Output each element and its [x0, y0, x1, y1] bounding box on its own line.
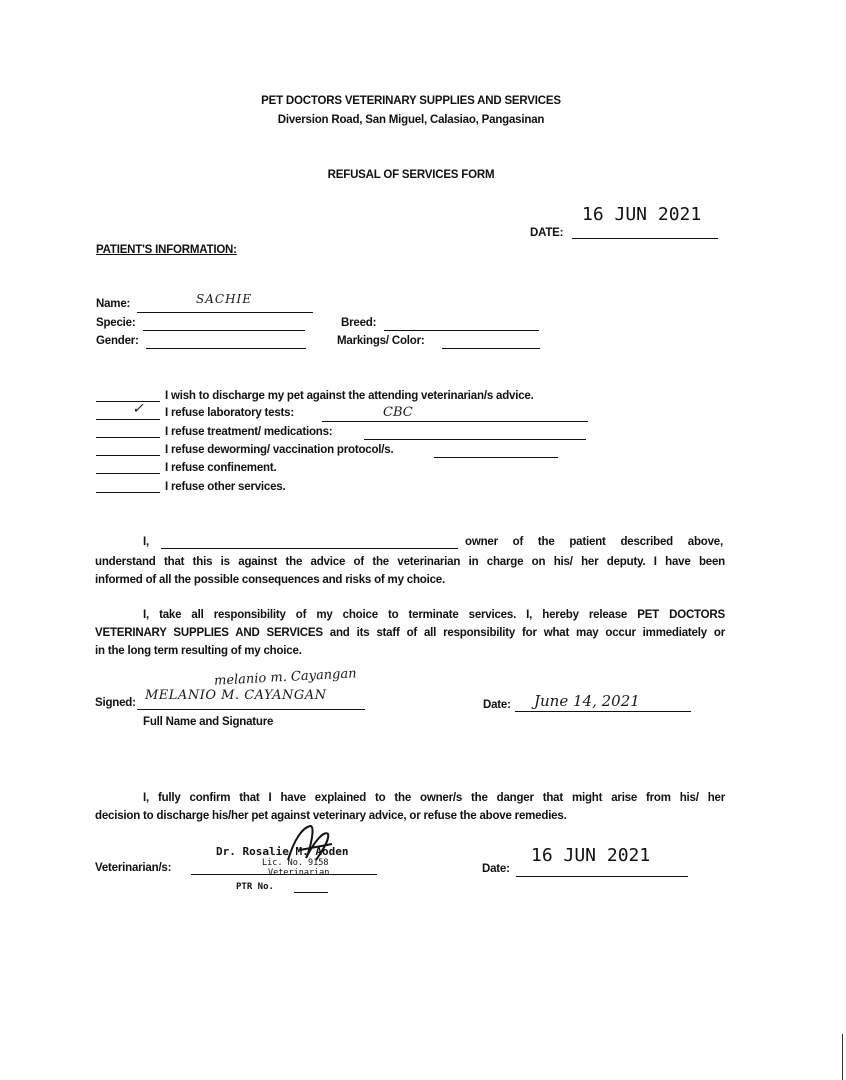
- top-date-line: [572, 238, 718, 239]
- patient-section-title: PATIENT'S INFORMATION:: [96, 244, 237, 256]
- vet-date-line: [516, 876, 688, 877]
- markings-label: Markings/ Color:: [337, 335, 425, 347]
- option-2-value: CBC: [383, 405, 413, 420]
- specie-line: [143, 330, 305, 331]
- owner-date-value: June 14, 2021: [534, 692, 640, 710]
- vet-ptr-line: [294, 892, 328, 893]
- owner-statement-line2: understand that this is against the advice of the veterinarian in charge on his/ her deputy. I have been: [95, 556, 725, 568]
- form-title: REFUSAL OF SERVICES FORM: [327, 169, 495, 181]
- option-1-check-line: [96, 401, 160, 402]
- owner-signed-label: Signed:: [95, 697, 136, 709]
- option-3-text: I refuse treatment/ medications:: [165, 426, 333, 438]
- option-2-value-line: [322, 421, 588, 422]
- markings-line: [442, 348, 540, 349]
- vet-date-value: 16 JUN 2021: [531, 845, 651, 866]
- gender-label: Gender:: [96, 335, 139, 347]
- option-2-check-mark: ✓: [132, 401, 144, 417]
- option-3-check-line: [96, 437, 160, 438]
- owner-date-line: [515, 711, 691, 712]
- top-date-value: 16 JUN 2021: [582, 204, 702, 225]
- owner-signature-caption: Full Name and Signature: [143, 716, 274, 728]
- owner-name-line: [161, 548, 458, 549]
- vet-stamp-role: Veterinarian: [268, 868, 330, 878]
- option-6-check-line: [96, 492, 160, 493]
- option-1-text: I wish to discharge my pet against the attending veterinarian/s advice.: [165, 390, 534, 402]
- vet-stamp-ptr: PTR No.: [236, 882, 274, 892]
- name-value: SACHIE: [196, 292, 253, 306]
- name-line: [137, 312, 313, 313]
- breed-label: Breed:: [341, 317, 377, 329]
- owner-signature-top: melanio m. Cayangan: [213, 666, 357, 689]
- vet-date-label: Date:: [482, 863, 510, 875]
- option-4-value-line: [434, 457, 558, 458]
- name-label: Name:: [96, 298, 131, 310]
- vet-stamp-license: Lic. No. 9158: [262, 858, 329, 868]
- vet-stamp-name: Dr. Rosalie M. Aoden: [216, 845, 349, 858]
- owner-signature-name: MELANIO M. CAYANGAN: [145, 688, 327, 703]
- gender-line: [146, 348, 306, 349]
- option-4-check-line: [96, 455, 160, 456]
- scan-edge-mark: [842, 1034, 843, 1080]
- company-address: Diversion Road, San Miguel, Calasiao, Pangasinan: [277, 114, 545, 126]
- option-2-check-line: [96, 419, 160, 420]
- release-statement-line2: VETERINARY SUPPLIES AND SERVICES and its staff of all responsibility for what may occur immediately or: [95, 627, 725, 639]
- owner-date-label: Date:: [483, 699, 511, 711]
- company-name: PET DOCTORS VETERINARY SUPPLIES AND SERVICES: [261, 95, 561, 107]
- owner-signature-line: [137, 709, 365, 710]
- release-statement-line3: in the long term resulting of my choice.: [95, 645, 302, 657]
- option-3-value-line: [364, 439, 586, 440]
- vet-statement-line2: decision to discharge his/her pet against veterinary advice, or refuse the above remedies.: [95, 810, 567, 822]
- specie-label: Specie:: [96, 317, 136, 329]
- top-date-label: DATE:: [530, 227, 564, 239]
- option-6-text: I refuse other services.: [165, 481, 286, 493]
- option-5-text: I refuse confinement.: [165, 462, 277, 474]
- vet-statement-line1: I, fully confirm that I have explained to the owner/s the danger that might arise from his/ her: [143, 792, 725, 804]
- owner-statement-rest: owner of the patient described above,: [465, 536, 723, 548]
- owner-statement-line3: informed of all the possible consequences and risks of my choice.: [95, 574, 445, 586]
- owner-statement-prefix: I,: [143, 536, 149, 548]
- breed-line: [384, 330, 539, 331]
- vet-signed-label: Veterinarian/s:: [95, 862, 172, 874]
- option-5-check-line: [96, 473, 160, 474]
- option-2-text: I refuse laboratory tests:: [165, 407, 295, 419]
- release-statement-line1: I, take all responsibility of my choice to terminate services. I, hereby release PET DOCTORS: [143, 609, 725, 621]
- option-4-text: I refuse deworming/ vaccination protocol/s.: [165, 444, 394, 456]
